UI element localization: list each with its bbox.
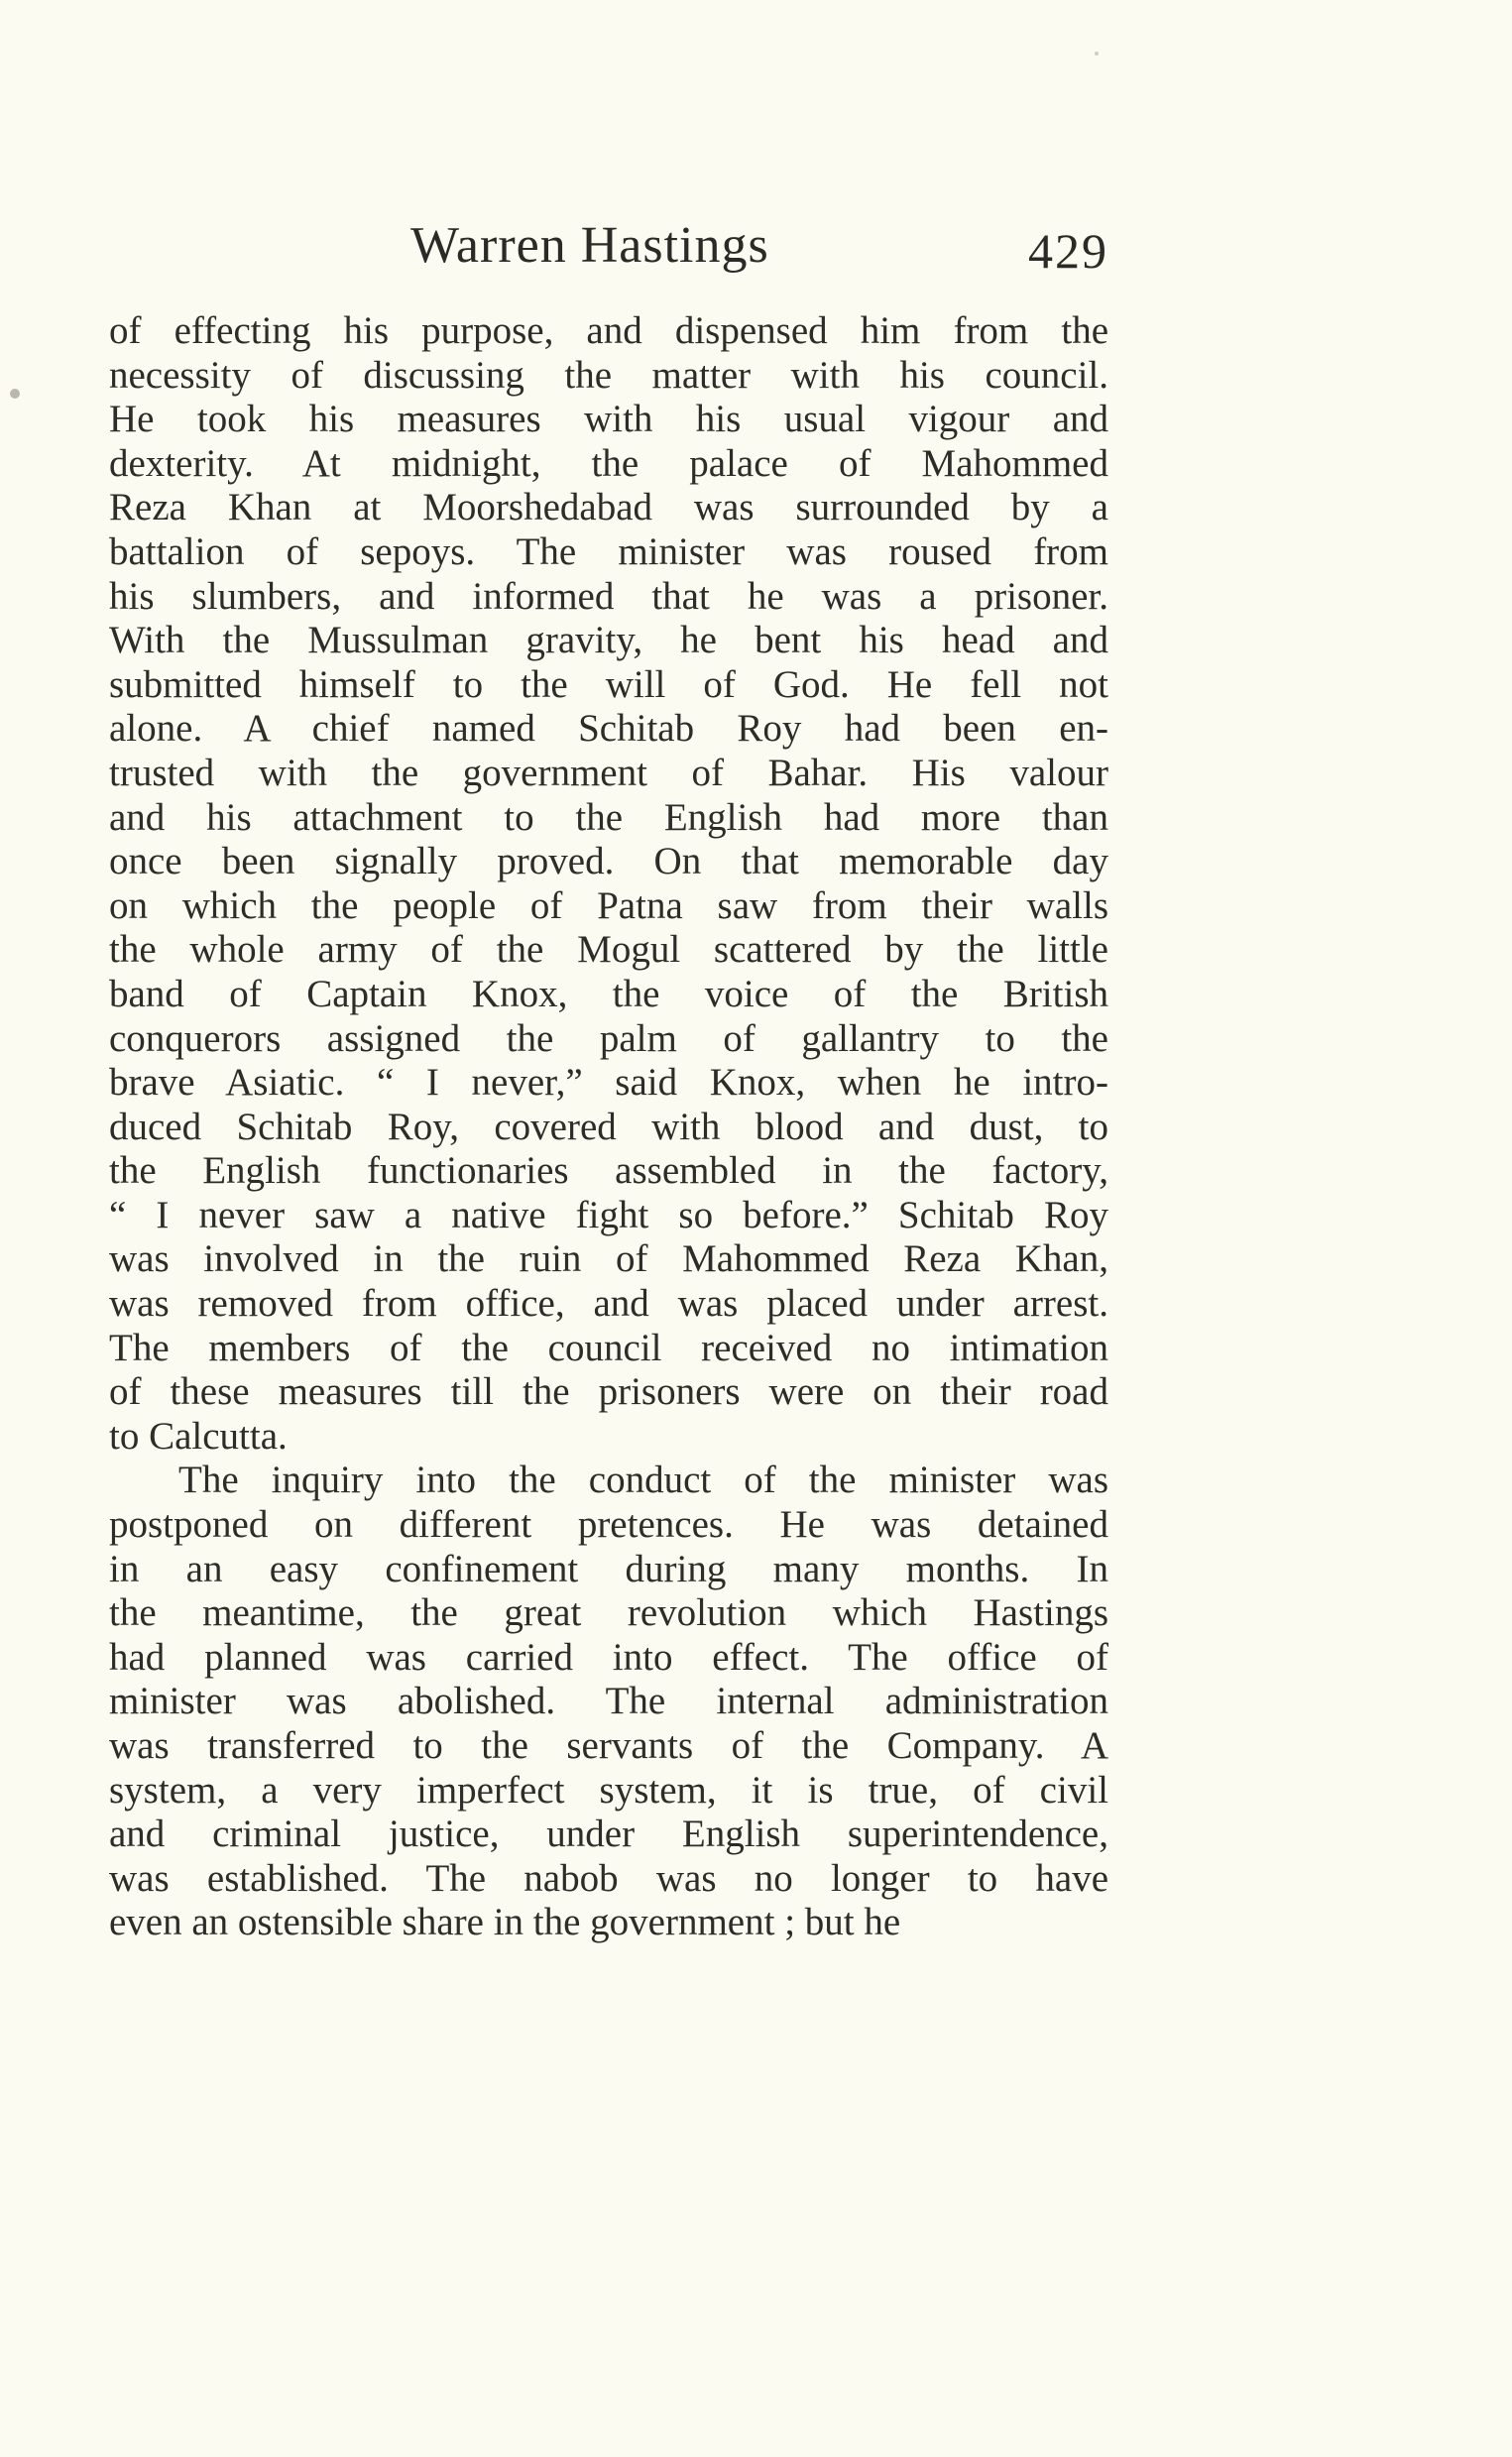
text-line: was established. The nabob was no longer to have	[109, 1856, 1108, 1900]
text-line: conquerors assigned the palm of gallantry to the	[109, 1016, 1108, 1060]
text-line: even an ostensible share in the government ; but he	[109, 1901, 901, 1944]
paper-speck	[1095, 52, 1099, 56]
running-head	[109, 216, 1108, 295]
page-header-title: Warren Hastings	[410, 217, 769, 274]
text-line: and criminal justice, under English superintendence,	[109, 1813, 1108, 1856]
text-line: was transferred to the servants of the Company. A	[109, 1724, 1108, 1767]
text-line: to Calcutta.	[109, 1414, 288, 1458]
text-line: the English functionaries assembled in the factory,	[109, 1149, 1108, 1193]
text-line: minister was abolished. The internal administration	[109, 1680, 1108, 1723]
text-line: and his attachment to the English had more than	[109, 795, 1108, 839]
text-line: of effecting his purpose, and dispensed him from the	[109, 309, 1108, 352]
text-line: postponed on different pretences. He was detained	[109, 1503, 1108, 1547]
text-line: on which the people of Patna saw from their walls	[109, 883, 1108, 927]
text-line: Reza Khan at Moorshedabad was surrounded by a	[109, 486, 1108, 529]
text-line: The inquiry into the conduct of the minister was	[178, 1459, 1108, 1502]
text-line: was involved in the ruin of Mahommed Reza Khan,	[109, 1237, 1108, 1281]
text-line: battalion of sepoys. The minister was roused from	[109, 529, 1108, 573]
paragraph	[109, 309, 1108, 1459]
text-line: submitted himself to the will of God. He fell not	[109, 662, 1108, 706]
text-line: With the Mussulman gravity, he bent his head and	[109, 619, 1108, 662]
text-line: dexterity. At midnight, the palace of Mahommed	[109, 441, 1108, 485]
paragraph	[109, 1459, 1108, 1945]
text-line: alone. A chief named Schitab Roy had been en-	[109, 707, 1108, 751]
text-line: was removed from office, and was placed under arrest.	[109, 1282, 1108, 1326]
text-line: his slumbers, and informed that he was a prisoner.	[109, 574, 1108, 618]
text-line: the whole army of the Mogul scattered by the little	[109, 928, 1108, 972]
text-line: duced Schitab Roy, covered with blood and dust, to	[109, 1105, 1108, 1148]
text-line: “ I never saw a native fight so before.” Schitab Roy	[109, 1193, 1108, 1236]
text-line: brave Asiatic. “ I never,” said Knox, when he intro-	[109, 1061, 1108, 1105]
text-line: band of Captain Knox, the voice of the British	[109, 972, 1108, 1015]
text-line: He took his measures with his usual vigour and	[109, 398, 1108, 441]
body-text	[109, 309, 1108, 1945]
text-line: had planned was carried into effect. The office of	[109, 1635, 1108, 1679]
paper-speck	[10, 389, 20, 399]
page-number: 429	[1028, 223, 1108, 279]
text-line: trusted with the government of Bahar. His valour	[109, 751, 1108, 794]
text-line: The members of the council received no intimation	[109, 1326, 1108, 1369]
text-line: system, a very imperfect system, it is true, of civil	[109, 1768, 1108, 1812]
text-line: of these measures till the prisoners were on their road	[109, 1370, 1108, 1414]
text-line: in an easy confinement during many months. In	[109, 1547, 1108, 1590]
text-line: necessity of discussing the matter with his council.	[109, 353, 1108, 397]
text-line: the meantime, the great revolution which Hastings	[109, 1591, 1108, 1635]
text-line: once been signally proved. On that memorable day	[109, 840, 1108, 883]
